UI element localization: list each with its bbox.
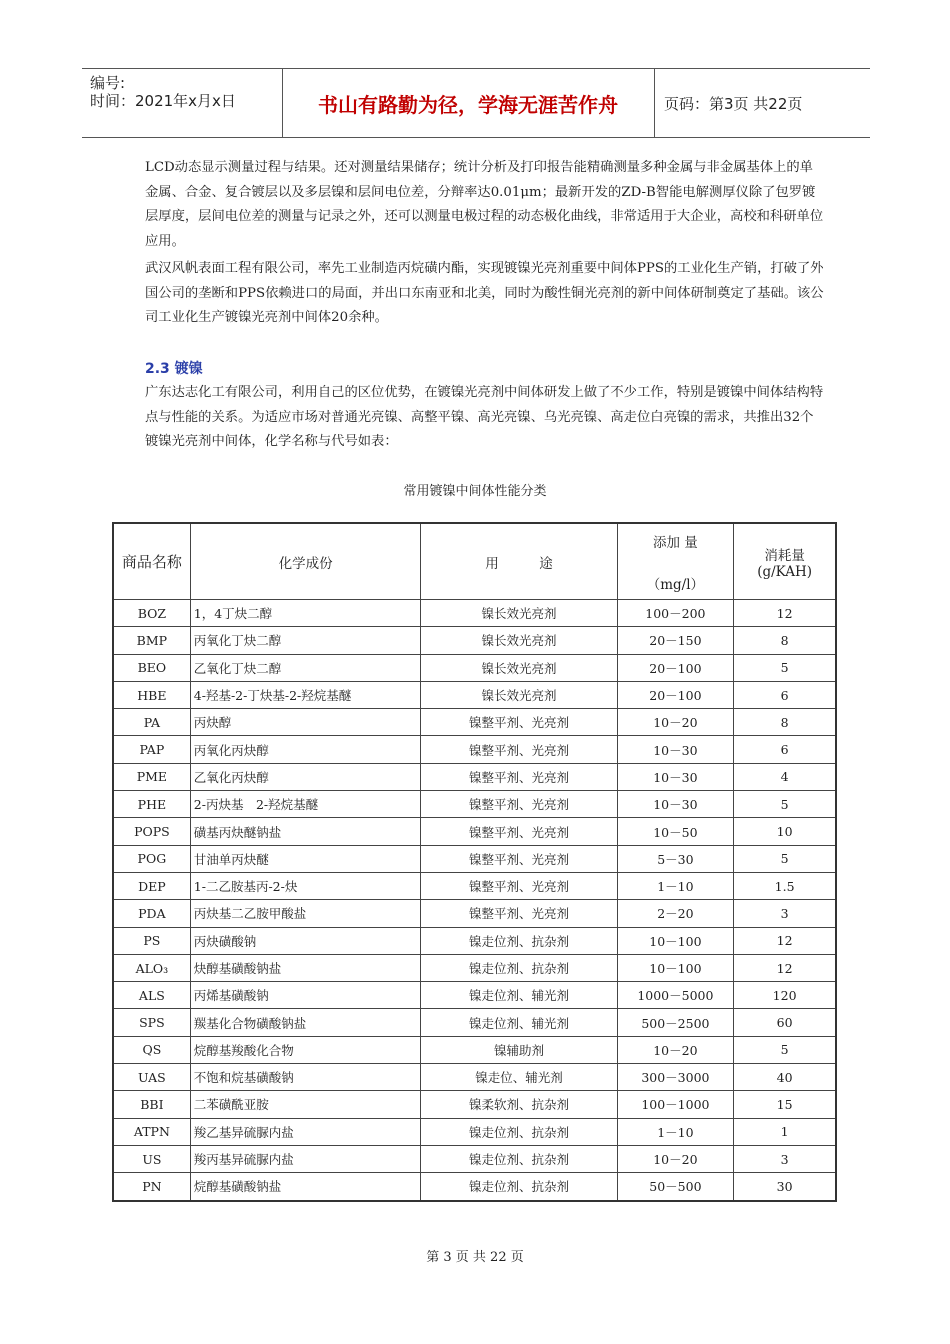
cell-name: PAP	[113, 736, 190, 763]
cell-add: 10－50	[617, 818, 734, 845]
cell-chem: 丙氧化丙炔醇	[190, 736, 421, 763]
table-row	[113, 600, 836, 627]
cell-name: ALO₃	[113, 954, 190, 981]
header-add	[617, 523, 734, 600]
cell-add: 10－20	[617, 1145, 734, 1172]
table-row	[113, 818, 836, 845]
cell-add: 50－500	[617, 1173, 734, 1201]
table-row	[113, 681, 836, 708]
table-row	[113, 791, 836, 818]
cell-use: 镍走位、辅光剂	[421, 1064, 617, 1091]
cell-consume: 1.5	[734, 872, 836, 899]
cell-consume: 15	[734, 1091, 836, 1118]
cell-consume: 8	[734, 709, 836, 736]
cell-add: 1－10	[617, 872, 734, 899]
cell-name: QS	[113, 1036, 190, 1063]
header-page-info: 页码：第3页 共22页	[664, 94, 803, 113]
table-row	[113, 845, 836, 872]
cell-chem: 乙氧化丁炔二醇	[190, 654, 421, 681]
paragraph-2: 武汉风帆表面工程有限公司，率先工业制造丙烷磺内酯，实现镀镍光亮剂重要中间体PPS的工业化生产销，打破了外国公司的垄断和PPS依赖进口的局面，并出口东南亚和北美，同时为酸性铜光亮剂的新中间体研制奠定了基础。该公司工业化生产镀镍光亮剂中间体20余种。	[145, 261, 824, 325]
cell-use: 镍走位剂、辅光剂	[421, 982, 617, 1009]
cell-name: BOZ	[113, 600, 190, 627]
cell-name: SPS	[113, 1009, 190, 1036]
table-row	[113, 927, 836, 954]
cell-consume: 12	[734, 954, 836, 981]
cell-use: 镍长效光亮剂	[421, 654, 617, 681]
cell-consume: 40	[734, 1064, 836, 1091]
table-caption: 常用镀镍中间体性能分类	[403, 484, 547, 499]
cell-chem: 1-二乙胺基丙-2-炔	[190, 872, 421, 899]
table-body	[113, 600, 836, 1201]
cell-use: 镍整平剂、光亮剂	[421, 791, 617, 818]
paragraph-3: 广东达志化工有限公司，利用自己的区位优势，在镀镍光亮剂中间体研发上做了不少工作，特别是镀镍中间体结构特点与性能的关系。为适应市场对普通光亮镍、高整平镍、高光亮镍、乌光亮镍、高走位白亮镍的需求，共推出32个镀镍光亮剂中间体，化学名称与代号如表：	[145, 385, 824, 449]
cell-chem: 烷醇基磺酸钠盐	[190, 1173, 421, 1201]
serial-label: 编号:	[90, 74, 126, 92]
cell-chem: 不饱和烷基磺酸钠	[190, 1064, 421, 1091]
cell-chem: 乙氧化丙炔醇	[190, 763, 421, 790]
table-row	[113, 654, 836, 681]
header-name: 商品名称	[113, 523, 190, 600]
table-row	[113, 1064, 836, 1091]
cell-consume: 6	[734, 681, 836, 708]
cell-chem: 1，4丁炔二醇	[190, 600, 421, 627]
table-row	[113, 763, 836, 790]
cell-use: 镍长效光亮剂	[421, 627, 617, 654]
cell-add: 10－30	[617, 791, 734, 818]
cell-consume: 5	[734, 1036, 836, 1063]
cell-consume: 1	[734, 1118, 836, 1145]
cell-consume: 6	[734, 736, 836, 763]
cell-add: 1000－5000	[617, 982, 734, 1009]
cell-chem: 甘油单丙炔醚	[190, 845, 421, 872]
cell-consume: 5	[734, 654, 836, 681]
section-title: 2.3 镀镍	[145, 361, 203, 377]
cell-use: 镍整平剂、光亮剂	[421, 709, 617, 736]
cell-chem: 羧乙基异硫脲内盐	[190, 1118, 421, 1145]
cell-add: 20－150	[617, 627, 734, 654]
cell-name: ALS	[113, 982, 190, 1009]
table-row	[113, 1145, 836, 1172]
cell-consume: 8	[734, 627, 836, 654]
header-add-label: 添加 量	[653, 534, 698, 551]
cell-name: PS	[113, 927, 190, 954]
cell-name: PA	[113, 709, 190, 736]
cell-add: 5－30	[617, 845, 734, 872]
cell-name: POPS	[113, 818, 190, 845]
cell-add: 20－100	[617, 681, 734, 708]
page-footer: 第 3 页 共 22 页	[426, 1250, 524, 1265]
cell-consume: 3	[734, 1145, 836, 1172]
cell-name: UAS	[113, 1064, 190, 1091]
cell-name: BBI	[113, 1091, 190, 1118]
cell-add: 10－20	[617, 709, 734, 736]
cell-consume: 12	[734, 600, 836, 627]
header-use: 用 途	[421, 523, 617, 600]
table-row	[113, 709, 836, 736]
table-row	[113, 1091, 836, 1118]
cell-chem: 炔醇基磺酸钠盐	[190, 954, 421, 981]
cell-consume: 5	[734, 845, 836, 872]
cell-use: 镍走位剂、抗杂剂	[421, 954, 617, 981]
cell-chem: 4-羟基-2-丁炔基-2-羟烷基醚	[190, 681, 421, 708]
cell-consume: 4	[734, 763, 836, 790]
cell-use: 镍整平剂、光亮剂	[421, 900, 617, 927]
header-consume: 消耗量(g/KAH)	[734, 523, 836, 600]
cell-chem: 羰基化合物磺酸钠盐	[190, 1009, 421, 1036]
cell-use: 镍辅助剂	[421, 1036, 617, 1063]
cell-use: 镍走位剂、抗杂剂	[421, 1118, 617, 1145]
cell-chem: 丙烯基磺酸钠	[190, 982, 421, 1009]
cell-use: 镍走位剂、抗杂剂	[421, 1173, 617, 1201]
cell-chem: 丙炔醇	[190, 709, 421, 736]
table-row	[113, 627, 836, 654]
cell-use: 镍整平剂、光亮剂	[421, 763, 617, 790]
page-header	[82, 68, 870, 138]
cell-name: POG	[113, 845, 190, 872]
cell-consume: 120	[734, 982, 836, 1009]
cell-consume: 3	[734, 900, 836, 927]
cell-name: PME	[113, 763, 190, 790]
cell-consume: 5	[734, 791, 836, 818]
header-meta	[82, 69, 282, 137]
cell-add: 100－200	[617, 600, 734, 627]
table-row	[113, 872, 836, 899]
cell-chem: 2-丙炔基 2-羟烷基醚	[190, 791, 421, 818]
table-row	[113, 954, 836, 981]
cell-use: 镍走位剂、辅光剂	[421, 1009, 617, 1036]
cell-add: 10－100	[617, 927, 734, 954]
cell-name: ATPN	[113, 1118, 190, 1145]
header-chem: 化学成份	[190, 523, 421, 600]
cell-name: BEO	[113, 654, 190, 681]
cell-add: 100－1000	[617, 1091, 734, 1118]
paragraph-1: LCD动态显示测量过程与结果。还对测量结果储存；统计分析及打印报告能精确测量多种金属与非金属基体上的单金属、合金、复合镀层以及多层镍和层间电位差，分辩率达0.01μm；最新开发的ZD-B智能电解测厚仪除了包罗镀层厚度，层间电位差的测量与记录之外，还可以测量电极过程的动态极化曲线，非常适用于大企业，高校和科研单位应用。	[145, 160, 824, 249]
table-header-row	[113, 523, 836, 600]
cell-chem: 丙炔磺酸钠	[190, 927, 421, 954]
cell-chem: 磺基丙炔醚钠盐	[190, 818, 421, 845]
cell-name: HBE	[113, 681, 190, 708]
cell-add: 10－20	[617, 1036, 734, 1063]
cell-name: PN	[113, 1173, 190, 1201]
cell-name: US	[113, 1145, 190, 1172]
cell-consume: 30	[734, 1173, 836, 1201]
cell-chem: 烷醇基羧酸化合物	[190, 1036, 421, 1063]
table-row	[113, 900, 836, 927]
table-row	[113, 982, 836, 1009]
time-label: 时间：2021年x月x日	[90, 92, 236, 110]
cell-add: 500－2500	[617, 1009, 734, 1036]
cell-add: 2－20	[617, 900, 734, 927]
cell-add: 20－100	[617, 654, 734, 681]
cell-use: 镍整平剂、光亮剂	[421, 818, 617, 845]
cell-name: DEP	[113, 872, 190, 899]
cell-add: 1－10	[617, 1118, 734, 1145]
cell-chem: 丙氧化丁炔二醇	[190, 627, 421, 654]
cell-use: 镍长效光亮剂	[421, 600, 617, 627]
cell-chem: 二苯磺酰亚胺	[190, 1091, 421, 1118]
cell-use: 镍整平剂、光亮剂	[421, 872, 617, 899]
cell-name: BMP	[113, 627, 190, 654]
header-motto: 书山有路勤为径，学海无涯苦作舟	[318, 92, 618, 117]
cell-chem: 丙炔基二乙胺甲酸盐	[190, 900, 421, 927]
cell-use: 镍柔软剂、抗杂剂	[421, 1091, 617, 1118]
cell-consume: 12	[734, 927, 836, 954]
table-row	[113, 736, 836, 763]
header-add-unit: （mg/l）	[646, 576, 705, 593]
table-row	[113, 1036, 836, 1063]
cell-chem: 羧丙基异硫脲内盐	[190, 1145, 421, 1172]
cell-add: 10－30	[617, 763, 734, 790]
table-row	[113, 1118, 836, 1145]
cell-consume: 10	[734, 818, 836, 845]
cell-use: 镍整平剂、光亮剂	[421, 736, 617, 763]
cell-add: 10－100	[617, 954, 734, 981]
cell-use: 镍走位剂、抗杂剂	[421, 927, 617, 954]
cell-add: 300－3000	[617, 1064, 734, 1091]
cell-use: 镍长效光亮剂	[421, 681, 617, 708]
cell-name: PHE	[113, 791, 190, 818]
table-row	[113, 1009, 836, 1036]
cell-name: PDA	[113, 900, 190, 927]
cell-add: 10－30	[617, 736, 734, 763]
table-row	[113, 1173, 836, 1201]
cell-use: 镍走位剂、抗杂剂	[421, 1145, 617, 1172]
cell-consume: 60	[734, 1009, 836, 1036]
intermediates-table	[112, 522, 837, 1202]
cell-use: 镍整平剂、光亮剂	[421, 845, 617, 872]
